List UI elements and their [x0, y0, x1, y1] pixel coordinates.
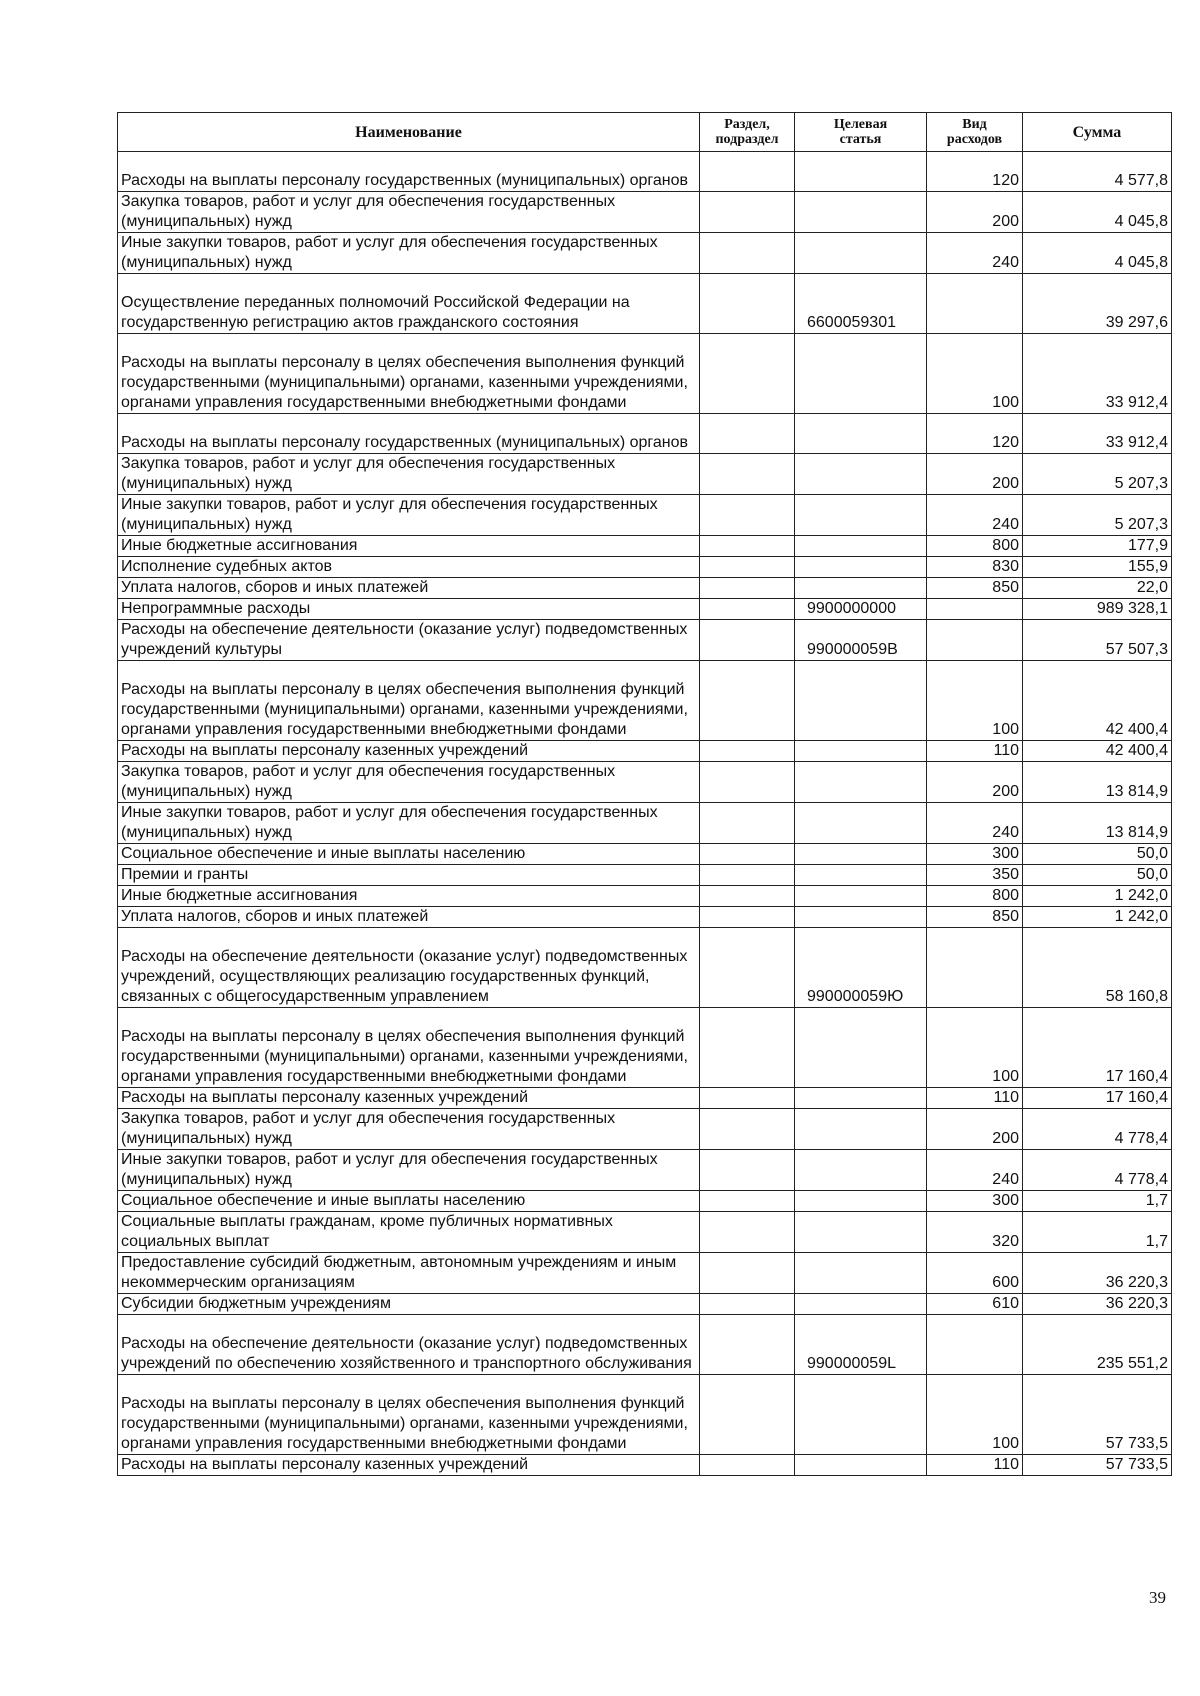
table-row — [118, 1191, 1172, 1212]
header-vid — [927, 113, 1023, 152]
row-razdel-cell — [700, 1150, 795, 1191]
row-razdel-cell — [700, 1008, 795, 1088]
row-vid-cell: 240 — [927, 495, 1023, 536]
row-summa-cell: 989 328,1 — [1023, 599, 1172, 620]
row-celevaya-cell — [795, 741, 927, 762]
row-razdel-cell — [700, 192, 795, 233]
row-vid-cell — [927, 1315, 1023, 1375]
row-summa-cell: 4 045,8 — [1023, 233, 1172, 274]
row-vid-cell — [927, 620, 1023, 661]
table-row — [118, 233, 1172, 274]
row-razdel-cell — [700, 152, 795, 192]
table-row — [118, 886, 1172, 907]
table-row — [118, 1455, 1172, 1476]
row-vid-cell: 850 — [927, 907, 1023, 928]
row-celevaya-cell — [795, 233, 927, 274]
row-celevaya-cell — [795, 578, 927, 599]
table-row — [118, 454, 1172, 495]
header-vid-line2: расходов — [946, 132, 1003, 147]
row-celevaya-cell — [795, 1191, 927, 1212]
row-razdel-cell — [700, 741, 795, 762]
row-celevaya-cell — [795, 865, 927, 886]
table-row — [118, 578, 1172, 599]
header-row — [118, 113, 1172, 152]
row-summa-cell: 4 045,8 — [1023, 192, 1172, 233]
budget-table — [117, 112, 1172, 1476]
row-vid-cell: 600 — [927, 1253, 1023, 1294]
row-name-cell: Иные закупки товаров, работ и услуг для обеспечения государственных (муниципальных) нужд — [118, 1150, 700, 1191]
row-name-cell: Предоставление субсидий бюджетным, автономным учреждениям и иным некоммерческим организациям — [118, 1253, 700, 1294]
row-celevaya-cell — [795, 454, 927, 495]
row-razdel-cell — [700, 1088, 795, 1109]
row-vid-cell: 100 — [927, 1375, 1023, 1455]
row-celevaya-cell — [795, 1212, 927, 1253]
table-row — [118, 1088, 1172, 1109]
row-celevaya-cell: 990000059Ю — [795, 928, 927, 1008]
row-vid-cell: 200 — [927, 762, 1023, 803]
row-name-cell: Расходы на обеспечение деятельности (оказание услуг) подведомственных учреждений по обеспечению хозяйственного и транспортного обслуживания — [118, 1315, 700, 1375]
row-razdel-cell — [700, 928, 795, 1008]
header-celevaya-line2: статья — [839, 132, 882, 147]
row-celevaya-cell — [795, 536, 927, 557]
row-razdel-cell — [700, 1109, 795, 1150]
row-razdel-cell — [700, 578, 795, 599]
row-name-cell: Иные закупки товаров, работ и услуг для обеспечения государственных (муниципальных) нужд — [118, 803, 700, 844]
row-summa-cell: 17 160,4 — [1023, 1008, 1172, 1088]
table-body — [118, 152, 1172, 1476]
row-vid-cell: 110 — [927, 741, 1023, 762]
row-celevaya-cell — [795, 907, 927, 928]
row-name-cell: Расходы на выплаты персоналу казенных учреждений — [118, 1088, 700, 1109]
row-razdel-cell — [700, 844, 795, 865]
row-razdel-cell — [700, 414, 795, 454]
header-razdel-line1: Раздел, — [724, 117, 770, 132]
row-summa-cell: 36 220,3 — [1023, 1294, 1172, 1315]
row-razdel-cell — [700, 803, 795, 844]
row-vid-cell: 200 — [927, 1109, 1023, 1150]
row-summa-cell: 1 242,0 — [1023, 886, 1172, 907]
row-name-cell: Осуществление переданных полномочий Российской Федерации на государственную регистрацию актов гражданского состояния — [118, 274, 700, 334]
row-razdel-cell — [700, 907, 795, 928]
table-header — [118, 113, 1172, 152]
table-row — [118, 1315, 1172, 1375]
row-name-cell: Непрограммные расходы — [118, 599, 700, 620]
row-name-cell: Уплата налогов, сборов и иных платежей — [118, 907, 700, 928]
row-name-cell: Иные бюджетные ассигнования — [118, 886, 700, 907]
row-vid-cell: 240 — [927, 233, 1023, 274]
row-vid-cell — [927, 274, 1023, 334]
row-vid-cell: 100 — [927, 1008, 1023, 1088]
row-razdel-cell — [700, 334, 795, 414]
table-row — [118, 620, 1172, 661]
row-celevaya-cell — [795, 334, 927, 414]
row-summa-cell: 42 400,4 — [1023, 741, 1172, 762]
row-summa-cell: 235 551,2 — [1023, 1315, 1172, 1375]
table-row — [118, 599, 1172, 620]
row-vid-cell: 800 — [927, 536, 1023, 557]
table-row — [118, 557, 1172, 578]
row-razdel-cell — [700, 233, 795, 274]
row-razdel-cell — [700, 886, 795, 907]
row-razdel-cell — [700, 1455, 795, 1476]
row-summa-cell: 22,0 — [1023, 578, 1172, 599]
table-row — [118, 1008, 1172, 1088]
row-celevaya-cell: 990000059B — [795, 620, 927, 661]
row-name-cell: Закупка товаров, работ и услуг для обеспечения государственных (муниципальных) нужд — [118, 762, 700, 803]
row-name-cell: Закупка товаров, работ и услуг для обеспечения государственных (муниципальных) нужд — [118, 1109, 700, 1150]
table-row — [118, 536, 1172, 557]
row-summa-cell: 39 297,6 — [1023, 274, 1172, 334]
row-celevaya-cell — [795, 1294, 927, 1315]
table-row — [118, 1375, 1172, 1455]
row-name-cell: Расходы на выплаты персоналу государственных (муниципальных) органов — [118, 414, 700, 454]
row-razdel-cell — [700, 1375, 795, 1455]
row-name-cell: Иные закупки товаров, работ и услуг для обеспечения государственных (муниципальных) нужд — [118, 233, 700, 274]
row-name-cell: Иные закупки товаров, работ и услуг для обеспечения государственных (муниципальных) нужд — [118, 495, 700, 536]
table-row — [118, 803, 1172, 844]
row-vid-cell: 320 — [927, 1212, 1023, 1253]
row-vid-cell: 850 — [927, 578, 1023, 599]
row-name-cell: Уплата налогов, сборов и иных платежей — [118, 578, 700, 599]
row-summa-cell: 42 400,4 — [1023, 661, 1172, 741]
table-row — [118, 152, 1172, 192]
row-celevaya-cell — [795, 1109, 927, 1150]
row-summa-cell: 57 733,5 — [1023, 1455, 1172, 1476]
table-row — [118, 1253, 1172, 1294]
header-celevaya — [795, 113, 927, 152]
row-name-cell: Расходы на обеспечение деятельности (оказание услуг) подведомственных учреждений, осуществляющих реализацию государственных функций, связанных с общегосударственным управлением — [118, 928, 700, 1008]
row-vid-cell: 300 — [927, 1191, 1023, 1212]
row-name-cell: Расходы на выплаты персоналу в целях обеспечения выполнения функций государственными (муниципальными) органами, казенными учреждениями, органами управления государственными внебюджетными фондами — [118, 661, 700, 741]
table-row — [118, 1294, 1172, 1315]
row-summa-cell: 17 160,4 — [1023, 1088, 1172, 1109]
row-name-cell: Субсидии бюджетным учреждениям — [118, 1294, 700, 1315]
row-summa-cell: 57 733,5 — [1023, 1375, 1172, 1455]
row-razdel-cell — [700, 599, 795, 620]
row-vid-cell — [927, 599, 1023, 620]
row-celevaya-cell — [795, 1088, 927, 1109]
row-vid-cell: 240 — [927, 1150, 1023, 1191]
row-celevaya-cell — [795, 661, 927, 741]
row-name-cell: Расходы на выплаты персоналу казенных учреждений — [118, 1455, 700, 1476]
table-row — [118, 865, 1172, 886]
row-razdel-cell — [700, 762, 795, 803]
table-row — [118, 661, 1172, 741]
row-celevaya-cell — [795, 844, 927, 865]
row-name-cell: Расходы на выплаты персоналу в целях обеспечения выполнения функций государственными (муниципальными) органами, казенными учреждениями, органами управления государственными внебюджетными фондами — [118, 334, 700, 414]
row-vid-cell: 830 — [927, 557, 1023, 578]
row-name-cell: Расходы на выплаты персоналу государственных (муниципальных) органов — [118, 152, 700, 192]
row-name-cell: Иные бюджетные ассигнования — [118, 536, 700, 557]
header-razdel — [700, 113, 795, 152]
table-row — [118, 1212, 1172, 1253]
row-vid-cell: 120 — [927, 152, 1023, 192]
row-razdel-cell — [700, 557, 795, 578]
table-row — [118, 762, 1172, 803]
table-row — [118, 414, 1172, 454]
row-razdel-cell — [700, 620, 795, 661]
row-celevaya-cell — [795, 1455, 927, 1476]
row-name-cell: Расходы на выплаты персоналу в целях обеспечения выполнения функций государственными (муниципальными) органами, казенными учреждениями, органами управления государственными внебюджетными фондами — [118, 1375, 700, 1455]
row-summa-cell: 1,7 — [1023, 1191, 1172, 1212]
row-celevaya-cell — [795, 557, 927, 578]
row-name-cell: Закупка товаров, работ и услуг для обеспечения государственных (муниципальных) нужд — [118, 454, 700, 495]
row-summa-cell: 4 778,4 — [1023, 1109, 1172, 1150]
table-row — [118, 1150, 1172, 1191]
row-name-cell: Премии и гранты — [118, 865, 700, 886]
row-razdel-cell — [700, 536, 795, 557]
row-name-cell: Социальные выплаты гражданам, кроме публичных нормативных социальных выплат — [118, 1212, 700, 1253]
row-celevaya-cell — [795, 192, 927, 233]
table-row — [118, 1109, 1172, 1150]
row-summa-cell: 33 912,4 — [1023, 334, 1172, 414]
row-summa-cell: 13 814,9 — [1023, 803, 1172, 844]
row-summa-cell: 58 160,8 — [1023, 928, 1172, 1008]
row-summa-cell: 4 778,4 — [1023, 1150, 1172, 1191]
row-name-cell: Исполнение судебных актов — [118, 557, 700, 578]
row-vid-cell: 100 — [927, 334, 1023, 414]
row-celevaya-cell — [795, 414, 927, 454]
row-vid-cell: 300 — [927, 844, 1023, 865]
row-razdel-cell — [700, 661, 795, 741]
row-vid-cell: 120 — [927, 414, 1023, 454]
row-summa-cell: 13 814,9 — [1023, 762, 1172, 803]
row-summa-cell: 5 207,3 — [1023, 495, 1172, 536]
row-name-cell: Социальное обеспечение и иные выплаты населению — [118, 1191, 700, 1212]
table-row — [118, 741, 1172, 762]
table-row — [118, 844, 1172, 865]
row-razdel-cell — [700, 1191, 795, 1212]
row-celevaya-cell — [795, 762, 927, 803]
table-row — [118, 907, 1172, 928]
row-summa-cell: 50,0 — [1023, 844, 1172, 865]
row-summa-cell: 33 912,4 — [1023, 414, 1172, 454]
row-vid-cell: 100 — [927, 661, 1023, 741]
row-celevaya-cell — [795, 886, 927, 907]
header-summa: Сумма — [1023, 113, 1172, 152]
table-row — [118, 334, 1172, 414]
row-summa-cell: 36 220,3 — [1023, 1253, 1172, 1294]
row-vid-cell: 200 — [927, 192, 1023, 233]
row-razdel-cell — [700, 274, 795, 334]
row-celevaya-cell: 990000059L — [795, 1315, 927, 1375]
row-summa-cell: 4 577,8 — [1023, 152, 1172, 192]
row-summa-cell: 1 242,0 — [1023, 907, 1172, 928]
row-vid-cell: 110 — [927, 1088, 1023, 1109]
row-name-cell: Расходы на обеспечение деятельности (оказание услуг) подведомственных учреждений культуры — [118, 620, 700, 661]
header-razdel-line2: подраздел — [715, 132, 779, 147]
row-summa-cell: 5 207,3 — [1023, 454, 1172, 495]
row-razdel-cell — [700, 1315, 795, 1375]
row-celevaya-cell — [795, 1150, 927, 1191]
row-vid-cell: 110 — [927, 1455, 1023, 1476]
row-razdel-cell — [700, 454, 795, 495]
row-celevaya-cell: 6600059301 — [795, 274, 927, 334]
header-name: Наименование — [118, 113, 700, 152]
table-row — [118, 928, 1172, 1008]
row-vid-cell: 800 — [927, 886, 1023, 907]
row-name-cell: Закупка товаров, работ и услуг для обеспечения государственных (муниципальных) нужд — [118, 192, 700, 233]
row-razdel-cell — [700, 495, 795, 536]
table-row — [118, 192, 1172, 233]
row-razdel-cell — [700, 1212, 795, 1253]
row-celevaya-cell — [795, 1375, 927, 1455]
row-vid-cell: 200 — [927, 454, 1023, 495]
row-celevaya-cell — [795, 1253, 927, 1294]
row-name-cell: Расходы на выплаты персоналу казенных учреждений — [118, 741, 700, 762]
page-number: 39 — [1149, 1588, 1166, 1607]
row-vid-cell — [927, 928, 1023, 1008]
row-vid-cell: 350 — [927, 865, 1023, 886]
row-summa-cell: 57 507,3 — [1023, 620, 1172, 661]
row-celevaya-cell: 9900000000 — [795, 599, 927, 620]
table-row — [118, 274, 1172, 334]
row-razdel-cell — [700, 1253, 795, 1294]
row-razdel-cell — [700, 865, 795, 886]
row-summa-cell: 50,0 — [1023, 865, 1172, 886]
row-celevaya-cell — [795, 495, 927, 536]
header-vid-line1: Вид — [962, 117, 987, 132]
row-celevaya-cell — [795, 1008, 927, 1088]
row-name-cell: Социальное обеспечение и иные выплаты населению — [118, 844, 700, 865]
row-summa-cell: 177,9 — [1023, 536, 1172, 557]
row-vid-cell: 610 — [927, 1294, 1023, 1315]
table-row — [118, 495, 1172, 536]
row-razdel-cell — [700, 1294, 795, 1315]
row-vid-cell: 240 — [927, 803, 1023, 844]
row-celevaya-cell — [795, 803, 927, 844]
row-summa-cell: 1,7 — [1023, 1212, 1172, 1253]
header-celevaya-line1: Целевая — [833, 117, 888, 132]
row-summa-cell: 155,9 — [1023, 557, 1172, 578]
row-name-cell: Расходы на выплаты персоналу в целях обеспечения выполнения функций государственными (муниципальными) органами, казенными учреждениями, органами управления государственными внебюджетными фондами — [118, 1008, 700, 1088]
row-celevaya-cell — [795, 152, 927, 192]
